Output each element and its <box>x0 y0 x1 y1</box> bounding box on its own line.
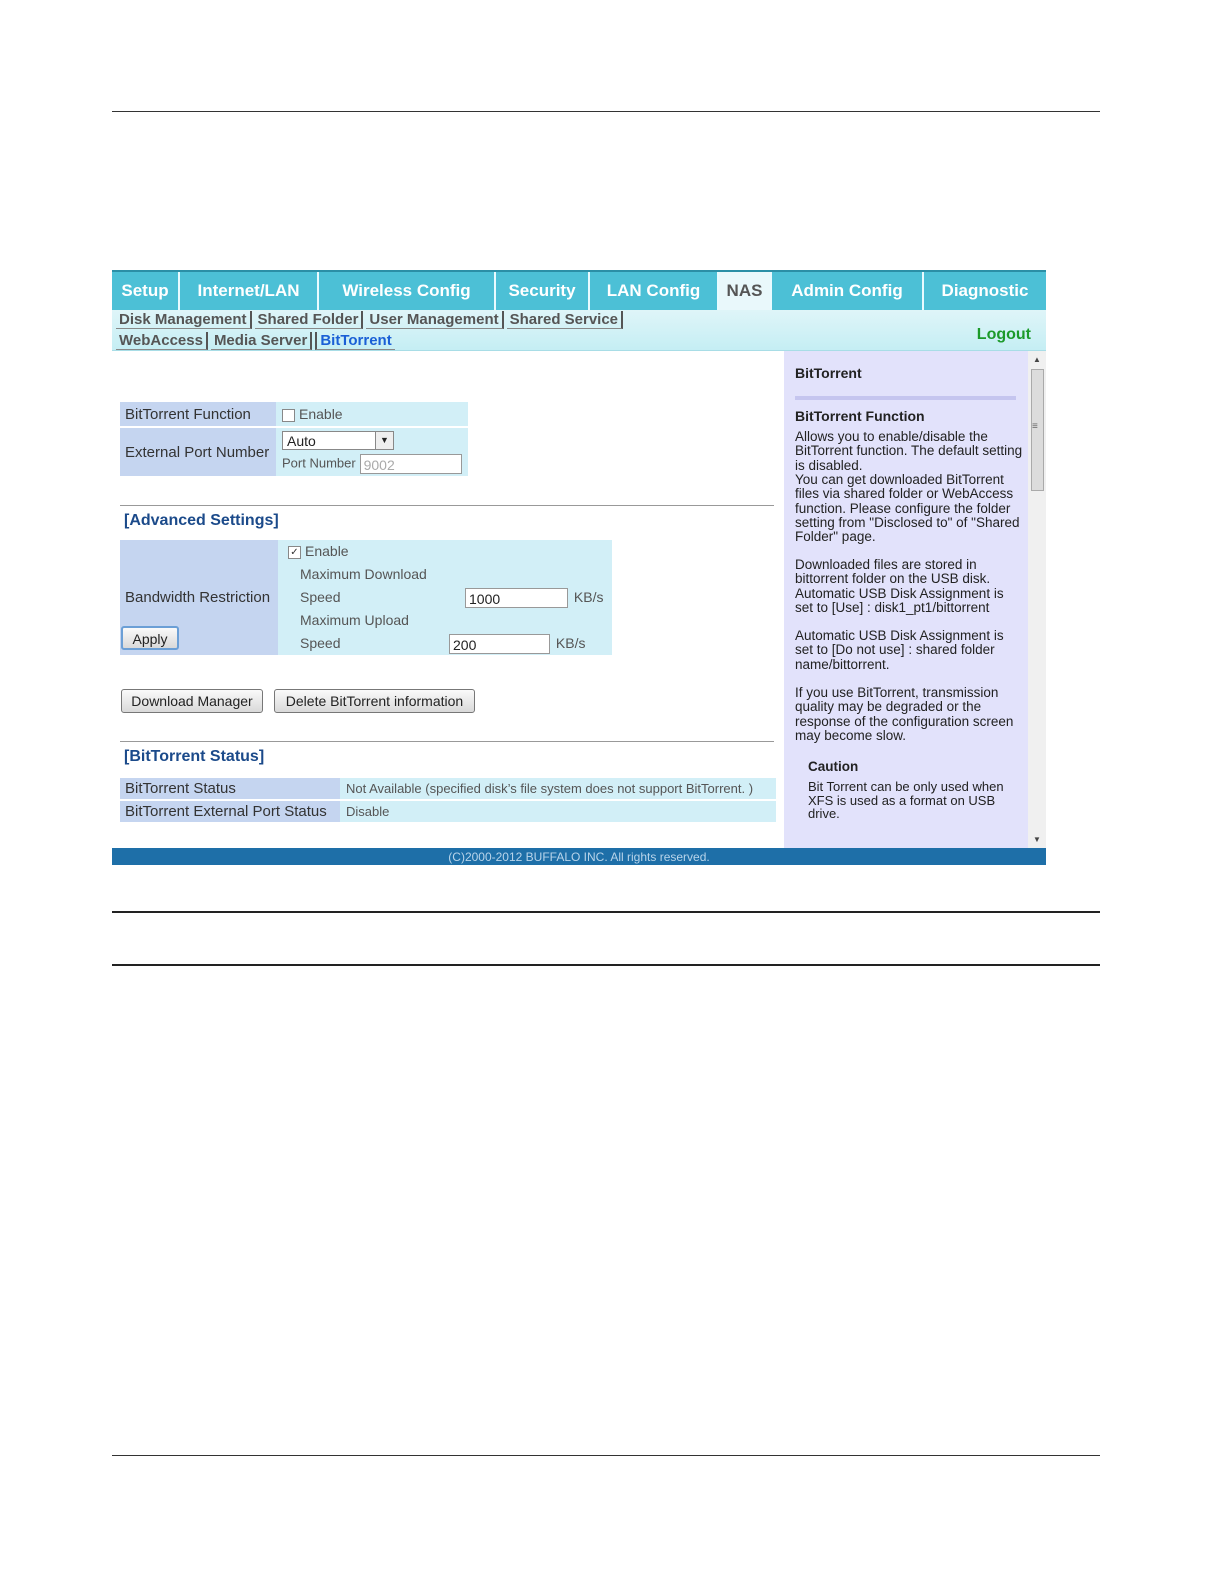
subnav-user-management[interactable]: User Management <box>366 311 503 329</box>
top-navigation <box>112 270 1046 312</box>
scroll-down-arrow-icon[interactable]: ▼ <box>1033 835 1041 844</box>
sub-navigation <box>112 310 1046 351</box>
status-value: Not Available (specified disk’s file system does not support BitTorrent. ) <box>340 778 776 799</box>
subnav-shared-folder[interactable]: Shared Folder <box>255 311 364 329</box>
help-paragraph: You can get downloaded BitTorrent files via shared folder or WebAccess function. Please configure the folder setting from "Disclosed to" of "Shared Folder" page. <box>795 472 1020 545</box>
bittorrent-function-label: BitTorrent Function <box>120 402 276 426</box>
main-content <box>112 351 784 848</box>
help-panel <box>784 351 1046 848</box>
tab-setup[interactable]: Setup <box>112 272 180 310</box>
page-bottom-rule <box>112 1455 1100 1456</box>
bandwidth-enable-checkbox[interactable]: ✓ <box>288 546 301 559</box>
port-status-value: Disable <box>340 801 776 822</box>
bittorrent-enable-checkbox[interactable] <box>282 409 295 422</box>
apply-button[interactable]: Apply <box>121 626 179 650</box>
page-top-rule <box>112 111 1100 112</box>
scroll-grip-icon: ≡ <box>1032 421 1038 432</box>
page-rule <box>112 911 1100 913</box>
tab-admin-config[interactable]: Admin Config <box>772 272 924 310</box>
download-manager-button[interactable]: Download Manager <box>121 689 263 713</box>
help-subtitle: BitTorrent Function <box>795 408 925 424</box>
help-title-divider <box>795 396 1016 400</box>
port-status-label: BitTorrent External Port Status <box>120 801 340 822</box>
dropdown-arrow-icon: ▼ <box>375 432 393 449</box>
tab-nas[interactable]: NAS <box>719 272 772 310</box>
port-mode-value: Auto <box>287 432 316 449</box>
delete-bittorrent-info-button[interactable]: Delete BitTorrent information <box>274 689 475 713</box>
upload-unit: KB/s <box>555 635 586 651</box>
caution-text: Bit Torrent can be only used when XFS is used as a format on USB drive. <box>808 779 1004 821</box>
advanced-settings-form <box>120 540 612 655</box>
section-divider <box>120 505 774 506</box>
port-number-input[interactable]: 9002 <box>360 454 462 474</box>
max-download-label: Maximum Download Speed <box>300 566 427 605</box>
help-paragraph: Downloaded files are stored in bittorrent folder on the USB disk. <box>795 557 991 587</box>
tab-lan-config[interactable]: LAN Config <box>590 272 719 310</box>
subnav-disk-management[interactable]: Disk Management <box>116 311 252 329</box>
tab-wireless-config[interactable]: Wireless Config <box>319 272 496 310</box>
tab-diagnostic[interactable]: Diagnostic <box>941 281 1029 300</box>
section-divider <box>120 741 774 742</box>
help-title: BitTorrent <box>795 365 862 381</box>
bittorrent-function-form <box>120 400 468 478</box>
subnav-bittorrent[interactable]: BitTorrent <box>315 332 394 350</box>
status-label: BitTorrent Status <box>120 778 340 799</box>
external-port-label: External Port Number <box>120 428 276 476</box>
max-upload-label: Maximum Upload Speed <box>300 612 409 651</box>
tab-security[interactable]: Security <box>496 272 590 310</box>
port-number-label: Port Number <box>282 455 356 471</box>
port-mode-select[interactable] <box>282 431 394 450</box>
external-port-cell <box>276 428 468 476</box>
bandwidth-enable-label: Enable <box>305 543 349 559</box>
bandwidth-restriction-label: Bandwidth Restriction <box>120 540 278 655</box>
subnav-shared-service[interactable]: Shared Service <box>507 311 623 329</box>
help-scrollbar[interactable] <box>1028 351 1046 848</box>
subnav-media-server[interactable]: Media Server <box>211 332 312 350</box>
subnav-row-2 <box>116 332 398 350</box>
max-upload-input[interactable]: 200 <box>449 634 550 654</box>
help-paragraph: Automatic USB Disk Assignment is set to [Do not use] : shared folder name/bittorrent. <box>795 628 1004 672</box>
max-download-input[interactable]: 1000 <box>465 588 568 608</box>
help-paragraph: Allows you to enable/disable the BitTorrent function. The default setting is disabled. <box>795 429 1023 473</box>
logout-link[interactable]: Logout <box>976 326 1031 343</box>
bandwidth-restriction-cell <box>278 540 612 655</box>
subnav-row-1 <box>116 311 626 329</box>
caution-title: Caution <box>808 759 859 774</box>
bittorrent-status-heading: [BitTorrent Status] <box>124 748 265 765</box>
help-paragraph: If you use BitTorrent, transmission quality may be degraded or the response of the configuration screen may become slow. <box>795 685 1014 743</box>
scroll-up-arrow-icon[interactable]: ▲ <box>1033 355 1041 364</box>
bittorrent-enable-label: Enable <box>299 406 343 422</box>
bittorrent-status-table <box>120 776 776 824</box>
copyright-footer: (C)2000-2012 BUFFALO INC. All rights reserved. <box>112 848 1046 865</box>
tab-internet-lan[interactable]: Internet/LAN <box>180 272 319 310</box>
bittorrent-function-cell <box>276 402 468 426</box>
subnav-webaccess[interactable]: WebAccess <box>116 332 208 350</box>
page-rule <box>112 964 1100 966</box>
download-unit: KB/s <box>573 589 604 605</box>
advanced-settings-heading: [Advanced Settings] <box>124 512 279 529</box>
help-paragraph: Automatic USB Disk Assignment is set to [Use] : disk1_pt1/bittorrent <box>795 586 1004 616</box>
router-ui-screenshot <box>112 270 1046 865</box>
